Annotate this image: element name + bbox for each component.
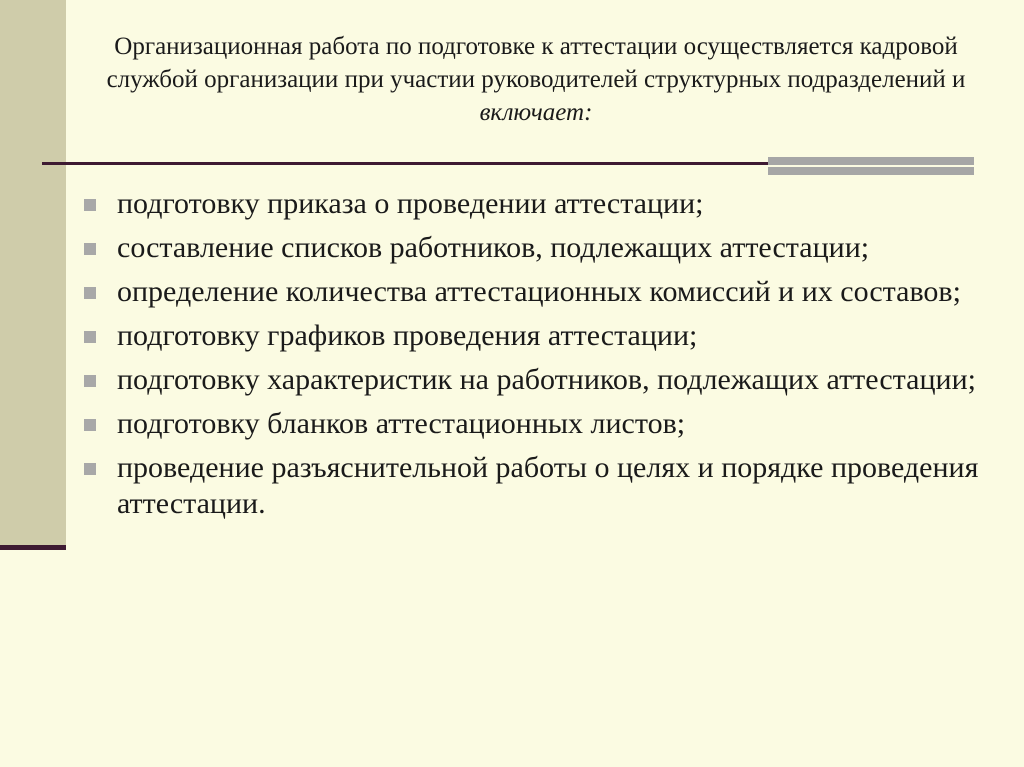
- list-item-text: составление списков работников, подлежащих аттестации;: [117, 231, 870, 264]
- title-divider: [42, 162, 772, 165]
- square-bullet-icon: [84, 199, 96, 211]
- list-item: [84, 230, 984, 266]
- list-item-text: подготовку графиков проведения аттестации;: [117, 319, 698, 352]
- list-item-text: подготовку характеристик на работников, подлежащих аттестации;: [117, 363, 976, 396]
- left-bar-underline: [0, 545, 66, 550]
- slide-title-italic: включает:: [479, 99, 593, 126]
- list-item-text: проведение разъяснительной работы о целях и порядке проведения аттестации.: [117, 451, 979, 520]
- list-item-text: подготовку приказа о проведении аттестации;: [117, 187, 704, 220]
- list-item: [84, 450, 984, 522]
- square-bullet-icon: [84, 331, 96, 343]
- left-decorative-bar: [0, 0, 66, 546]
- list-item: [84, 406, 984, 442]
- slide-title-text: Организационная работа по подготовке к аттестации осуществляется кадровой службой организации при участии руководителей структурных подразделений и: [106, 33, 966, 93]
- square-bullet-icon: [84, 243, 96, 255]
- list-item: [84, 186, 984, 222]
- square-bullet-icon: [84, 287, 96, 299]
- list-item: [84, 318, 984, 354]
- square-bullet-icon: [84, 463, 96, 475]
- square-bullet-icon: [84, 375, 96, 387]
- list-item-text: определение количества аттестационных комиссий и их составов;: [117, 275, 961, 308]
- list-item-text: подготовку бланков аттестационных листов;: [117, 407, 686, 440]
- bullet-list: [84, 186, 984, 530]
- list-item: [84, 362, 984, 398]
- list-item: [84, 274, 984, 310]
- square-bullet-icon: [84, 419, 96, 431]
- slide-title: [86, 30, 986, 129]
- title-divider-gray-accent: [768, 157, 974, 175]
